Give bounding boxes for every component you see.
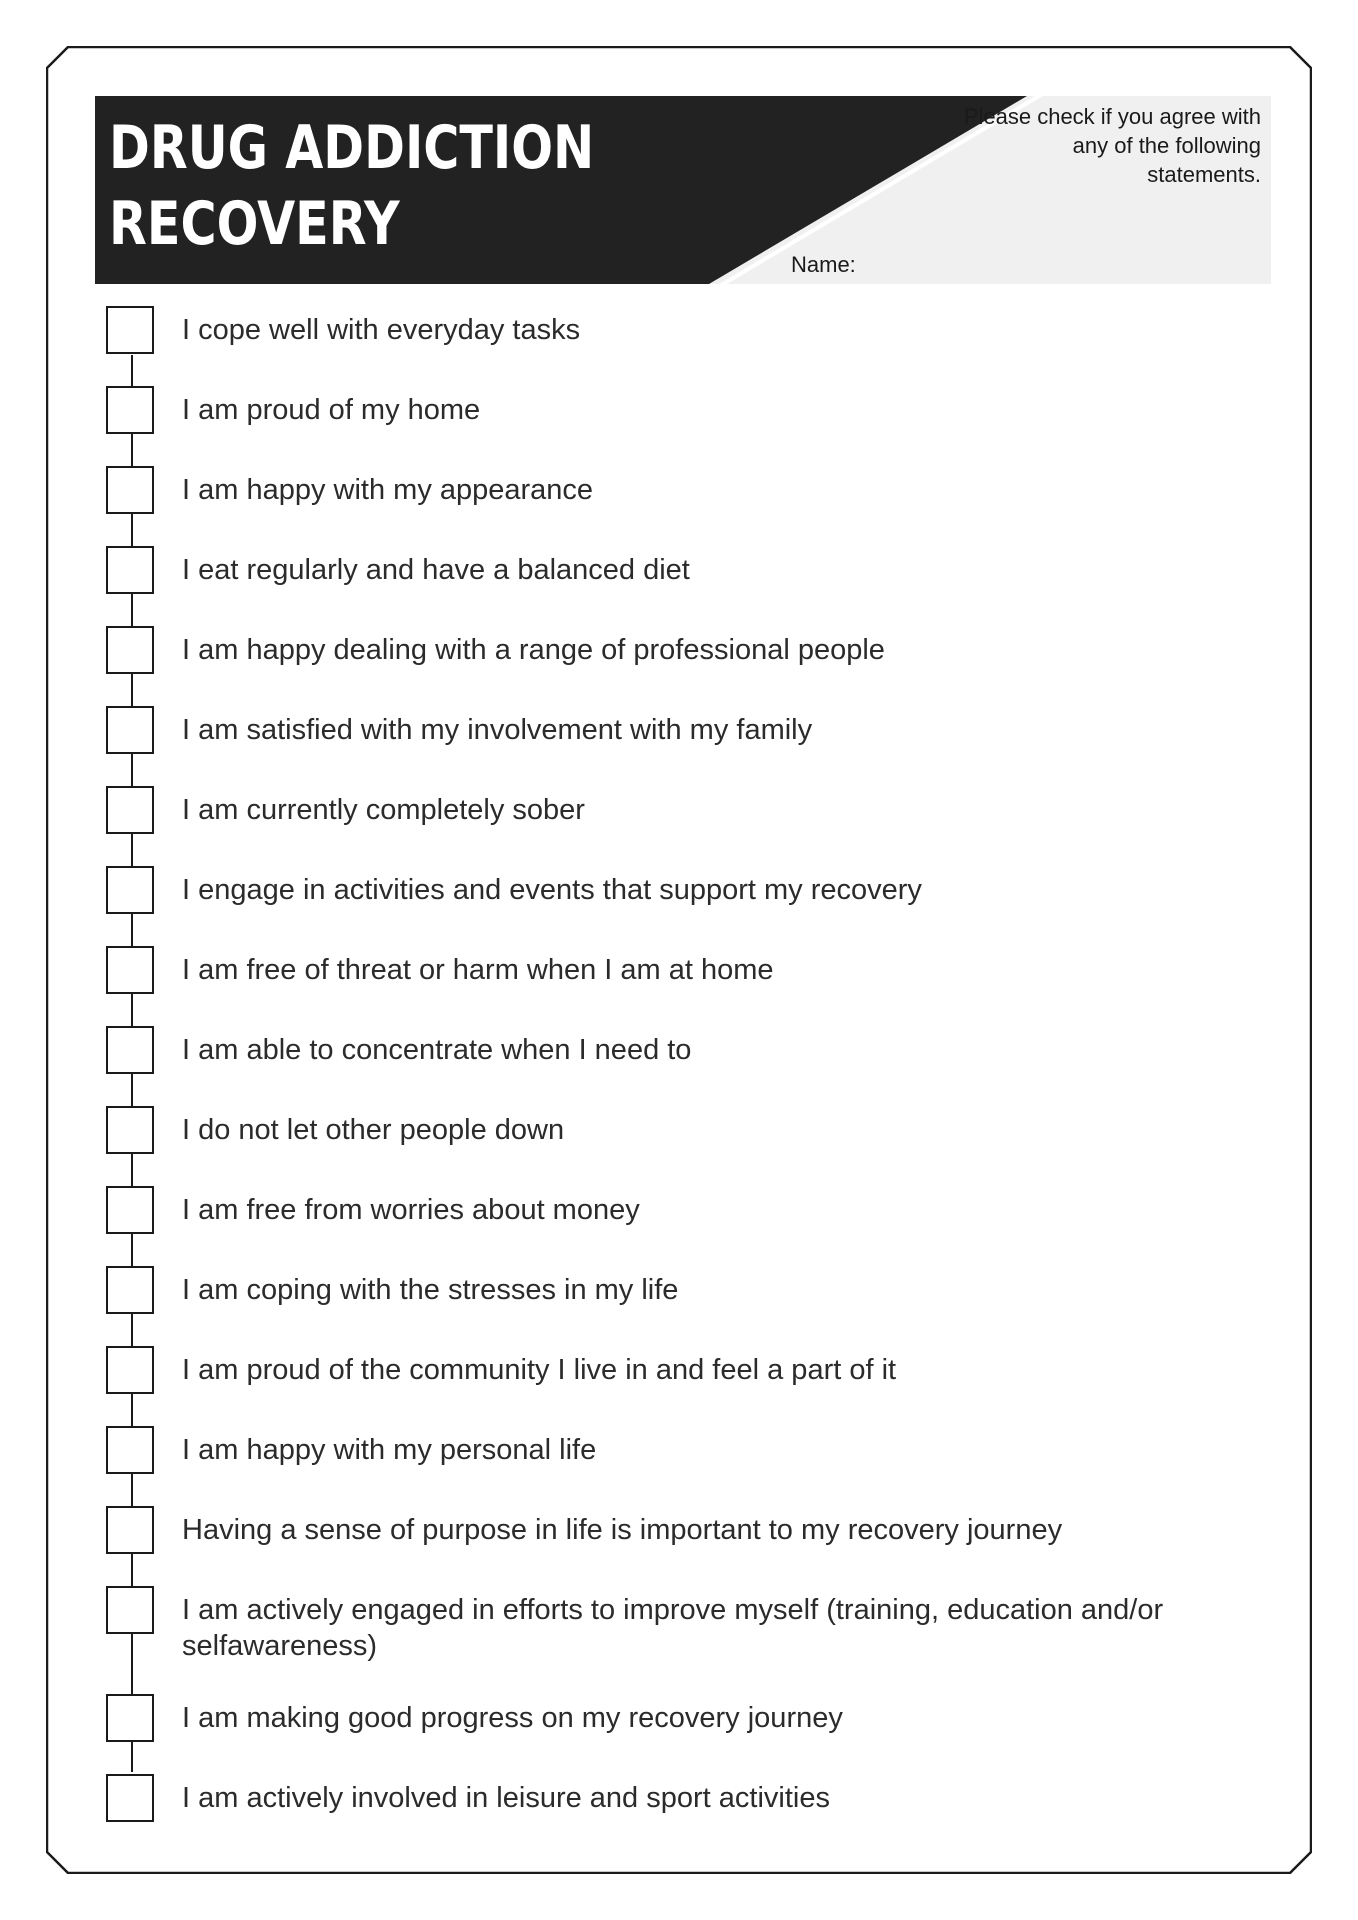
statement-checkbox[interactable] <box>106 386 154 434</box>
statement-checkbox[interactable] <box>106 1106 154 1154</box>
statement-text: I engage in activities and events that support my recovery <box>182 874 922 906</box>
statement-checkbox[interactable] <box>106 1026 154 1074</box>
statement-text: I am currently completely sober <box>182 794 585 826</box>
statement-checkbox[interactable] <box>106 546 154 594</box>
statement-text: Having a sense of purpose in life is important to my recovery journey <box>182 1514 1063 1546</box>
statement-text: I eat regularly and have a balanced diet <box>182 554 690 586</box>
statement-text: I cope well with everyday tasks <box>182 314 581 346</box>
title-line-1: DRUG ADDICTION <box>109 113 595 183</box>
instructions-text: Please check if you agree with any of the following statements. <box>963 104 1261 187</box>
statement-text: I am free from worries about money <box>182 1194 640 1226</box>
statement-text: I am actively engaged in efforts to improve myself (training, education and/or selfawareness) <box>182 1594 1164 1662</box>
statement-checkbox[interactable] <box>106 866 154 914</box>
statement-text: I am free of threat or harm when I am at home <box>182 954 774 986</box>
statement-checkbox[interactable] <box>106 626 154 674</box>
statement-checkbox[interactable] <box>106 1266 154 1314</box>
statement-text: I am able to concentrate when I need to <box>182 1034 692 1066</box>
statement-text: I am actively involved in leisure and sport activities <box>182 1782 830 1814</box>
name-field-label[interactable]: Name: <box>791 252 856 277</box>
statement-checkbox[interactable] <box>106 706 154 754</box>
statement-checkbox[interactable] <box>106 1346 154 1394</box>
statement-text: I am happy dealing with a range of professional people <box>182 634 885 666</box>
page-title <box>109 110 601 262</box>
statement-checkbox[interactable] <box>106 1186 154 1234</box>
statement-checkbox[interactable] <box>106 786 154 834</box>
statement-text: I am proud of my home <box>182 394 481 426</box>
statement-checkbox[interactable] <box>106 1426 154 1474</box>
title-line-2: RECOVERY <box>109 189 400 259</box>
statement-checkbox[interactable] <box>106 1506 154 1554</box>
statement-checkbox[interactable] <box>106 1774 154 1822</box>
header-banner <box>95 96 1271 284</box>
statement-checkbox[interactable] <box>106 466 154 514</box>
statement-text: I am coping with the stresses in my life <box>182 1274 679 1306</box>
statement-text: I am satisfied with my involvement with my family <box>182 714 813 746</box>
statement-text: I am happy with my appearance <box>182 474 594 506</box>
statement-text: I do not let other people down <box>182 1114 565 1146</box>
statement-checkbox[interactable] <box>106 946 154 994</box>
statement-text: I am making good progress on my recovery journey <box>182 1702 843 1734</box>
statement-text: I am happy with my personal life <box>182 1434 597 1466</box>
statement-checkbox[interactable] <box>106 1586 154 1634</box>
statement-checkbox[interactable] <box>106 306 154 354</box>
statement-checkbox[interactable] <box>106 1694 154 1742</box>
statement-text: I am proud of the community I live in and feel a part of it <box>182 1354 897 1386</box>
